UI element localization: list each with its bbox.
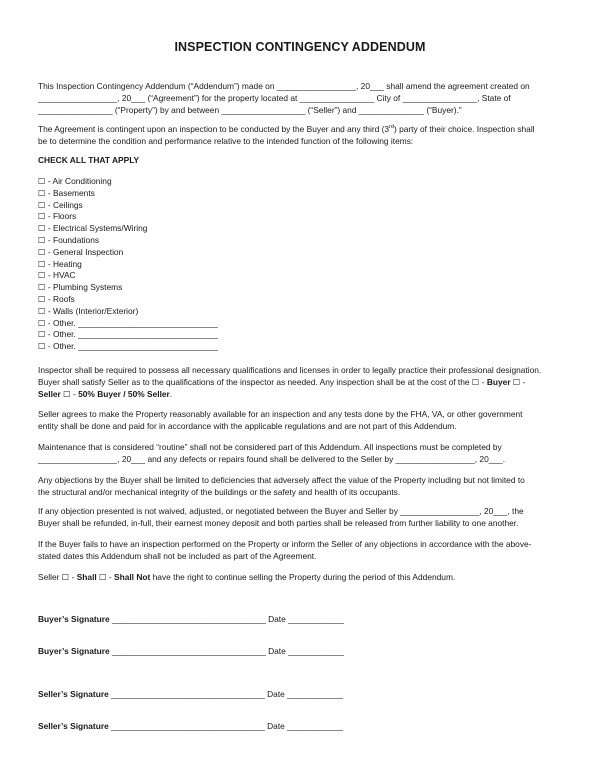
checklist-item-foundations[interactable]: ☐ - Foundations: [38, 234, 100, 245]
maintenance-paragraph: [38, 441, 564, 465]
checklist-item-walls[interactable]: ☐ - Walls (Interior/Exterior): [38, 305, 139, 316]
inspector-box-sep-2: ☐ -: [60, 389, 79, 399]
checklist-item-other-1[interactable]: ☐ - Other. ______________________________: [38, 317, 218, 328]
cost-option-buyer[interactable]: Buyer: [486, 377, 511, 387]
signature-line[interactable]: _________________________________: [109, 614, 269, 624]
checklist-item-other-3[interactable]: ☐ - Other. ______________________________: [38, 341, 218, 352]
checklist-item-roofs[interactable]: ☐ - Roofs: [38, 293, 75, 304]
checklist-item-other-2[interactable]: ☐ - Other. ______________________________: [38, 329, 218, 340]
checklist-item-plumbing[interactable]: ☐ - Plumbing Systems: [38, 282, 123, 293]
date-line[interactable]: ____________: [284, 721, 344, 731]
inspection-checklist: [38, 176, 218, 353]
contingency-text-a: The Agreement is contingent upon an inspection to be conducted by the Buyer and any third (3: [38, 124, 390, 134]
cost-option-seller[interactable]: Seller: [38, 389, 61, 399]
signature-row-buyer-2: [38, 646, 344, 656]
failure-line-2: stated dates this Addendum shall not be included as part of the Agreement.: [38, 551, 317, 561]
inspector-paragraph: [38, 364, 564, 400]
failure-line-1: If the Buyer fails to have an inspection performed on the Property or inform the Seller of any objections in accordance with the above-: [38, 539, 532, 549]
continue-selling-seller: Seller ☐ -: [38, 572, 77, 582]
signature-label: Buyer’s Signature: [38, 614, 110, 624]
contingency-paragraph: [38, 123, 564, 147]
signature-label: Seller’s Signature: [38, 689, 109, 699]
date-label: Date: [267, 689, 285, 699]
inspector-text: Buyer shall satisfy Seller as to the qualifications of the inspector as needed. Any inspection shall be at the cost of the ☐ -: [38, 377, 487, 387]
objections-line-1: Any objections by the Buyer shall be limited to deficiencies that adversely affect the value of the Property including but not limited to: [38, 475, 525, 485]
date-label: Date: [267, 721, 285, 731]
option-shall-not[interactable]: Shall Not: [114, 572, 151, 582]
waiver-line-2: Buyer shall be refunded, in-full, their earnest money deposit and both parties shall be released from further liability to one another.: [38, 518, 519, 528]
waiver-paragraph: [38, 505, 564, 529]
signature-line[interactable]: _________________________________: [109, 646, 269, 656]
waiver-line-1: If any objection presented is not waived, adjusted, or negotiated between the Buyer and Seller by _________________, 20___, the: [38, 506, 524, 516]
continue-selling-text: have the right to continue selling the Property during the period of this Addendum.: [150, 572, 456, 582]
intro-line-1: This Inspection Contingency Addendum (“Addendum”) made on _________________, 20___ shall amend the agreement created on: [38, 81, 530, 91]
cost-option-split[interactable]: 50% Buyer / 50% Seller: [78, 389, 170, 399]
contingency-text-b: ) party of their choice. Inspection shall: [393, 124, 535, 134]
maintenance-line-1: Maintenance that is considered “routine” shall not be considered part of this Addendum. All inspections must be completed by: [38, 442, 502, 452]
intro-paragraph: [38, 80, 564, 116]
ordinal-suffix: rd: [389, 124, 394, 131]
signature-label: Buyer’s Signature: [38, 646, 110, 656]
maintenance-line-2: _________________, 20___ and any defects or repairs found shall be delivered to the Seller by _________________, 20___.: [38, 454, 506, 464]
intro-line-2: _________________, 20___ (“Agreement”) for the property located at ________________ City of ________________, State of: [38, 93, 511, 103]
date-label: Date: [268, 646, 286, 656]
checklist-item-hvac[interactable]: ☐ - HVAC: [38, 270, 76, 281]
inspector-line-2: [38, 376, 564, 388]
signature-line[interactable]: _________________________________: [108, 689, 268, 699]
contingency-line-1: [38, 123, 564, 135]
option-shall[interactable]: Shall: [76, 572, 97, 582]
date-line[interactable]: ____________: [284, 689, 344, 699]
inspector-line-3: [38, 388, 564, 400]
inspector-line-1: Inspector shall be required to possess all necessary qualifications and licenses in order to legally practice their professional designation.: [38, 365, 542, 375]
objections-line-2: the structural and/or mechanical integrity of the buildings or the safety and health of its occupants.: [38, 487, 401, 497]
intro-line-3: ________________ (“Property”) by and between __________________ (“Seller”) and ______________ (“Buyer).”: [38, 105, 462, 115]
availability-paragraph: [38, 408, 564, 432]
checklist-item-general-inspection[interactable]: ☐ - General Inspection: [38, 246, 124, 257]
checklist-heading: CHECK ALL THAT APPLY: [38, 155, 140, 165]
objections-paragraph: [38, 474, 564, 498]
checklist-item-heating[interactable]: ☐ - Heating: [38, 258, 82, 269]
date-line[interactable]: ____________: [285, 614, 344, 624]
checklist-item-air-conditioning[interactable]: ☐ - Air Conditioning: [38, 176, 112, 186]
date-label: Date: [268, 614, 286, 624]
checklist-item-basements[interactable]: ☐ - Basements: [38, 187, 95, 198]
availability-line-1: Seller agrees to make the Property reasonably available for an inspection and any tests done by the FHA, VA, or other government: [38, 409, 523, 419]
continue-selling-sep: ☐ -: [96, 572, 114, 582]
checklist-item-electrical[interactable]: ☐ - Electrical Systems/Wiring: [38, 223, 148, 234]
signature-row-buyer-1: [38, 614, 344, 624]
signature-line[interactable]: _________________________________: [108, 721, 268, 731]
inspector-period: .: [169, 389, 173, 399]
checklist-item-floors[interactable]: ☐ - Floors: [38, 211, 77, 222]
checklist-item-ceilings[interactable]: ☐ - Ceilings: [38, 199, 83, 210]
continue-selling-paragraph: [38, 571, 564, 583]
inspector-box-sep: ☐ -: [510, 377, 526, 387]
failure-paragraph: [38, 538, 564, 562]
date-line[interactable]: ____________: [285, 646, 344, 656]
signature-row-seller-2: [38, 721, 343, 731]
availability-line-2: entity shall be done and paid for in accordance with the applicable regulations and are not part of this Addendum.: [38, 421, 457, 431]
signature-label: Seller’s Signature: [38, 721, 109, 731]
document-title: INSPECTION CONTINGENCY ADDENDUM: [174, 40, 426, 54]
contingency-line-2: be to determine the condition and performance relative to the intended function of the following items:: [38, 136, 414, 146]
signature-row-seller-1: [38, 689, 343, 699]
